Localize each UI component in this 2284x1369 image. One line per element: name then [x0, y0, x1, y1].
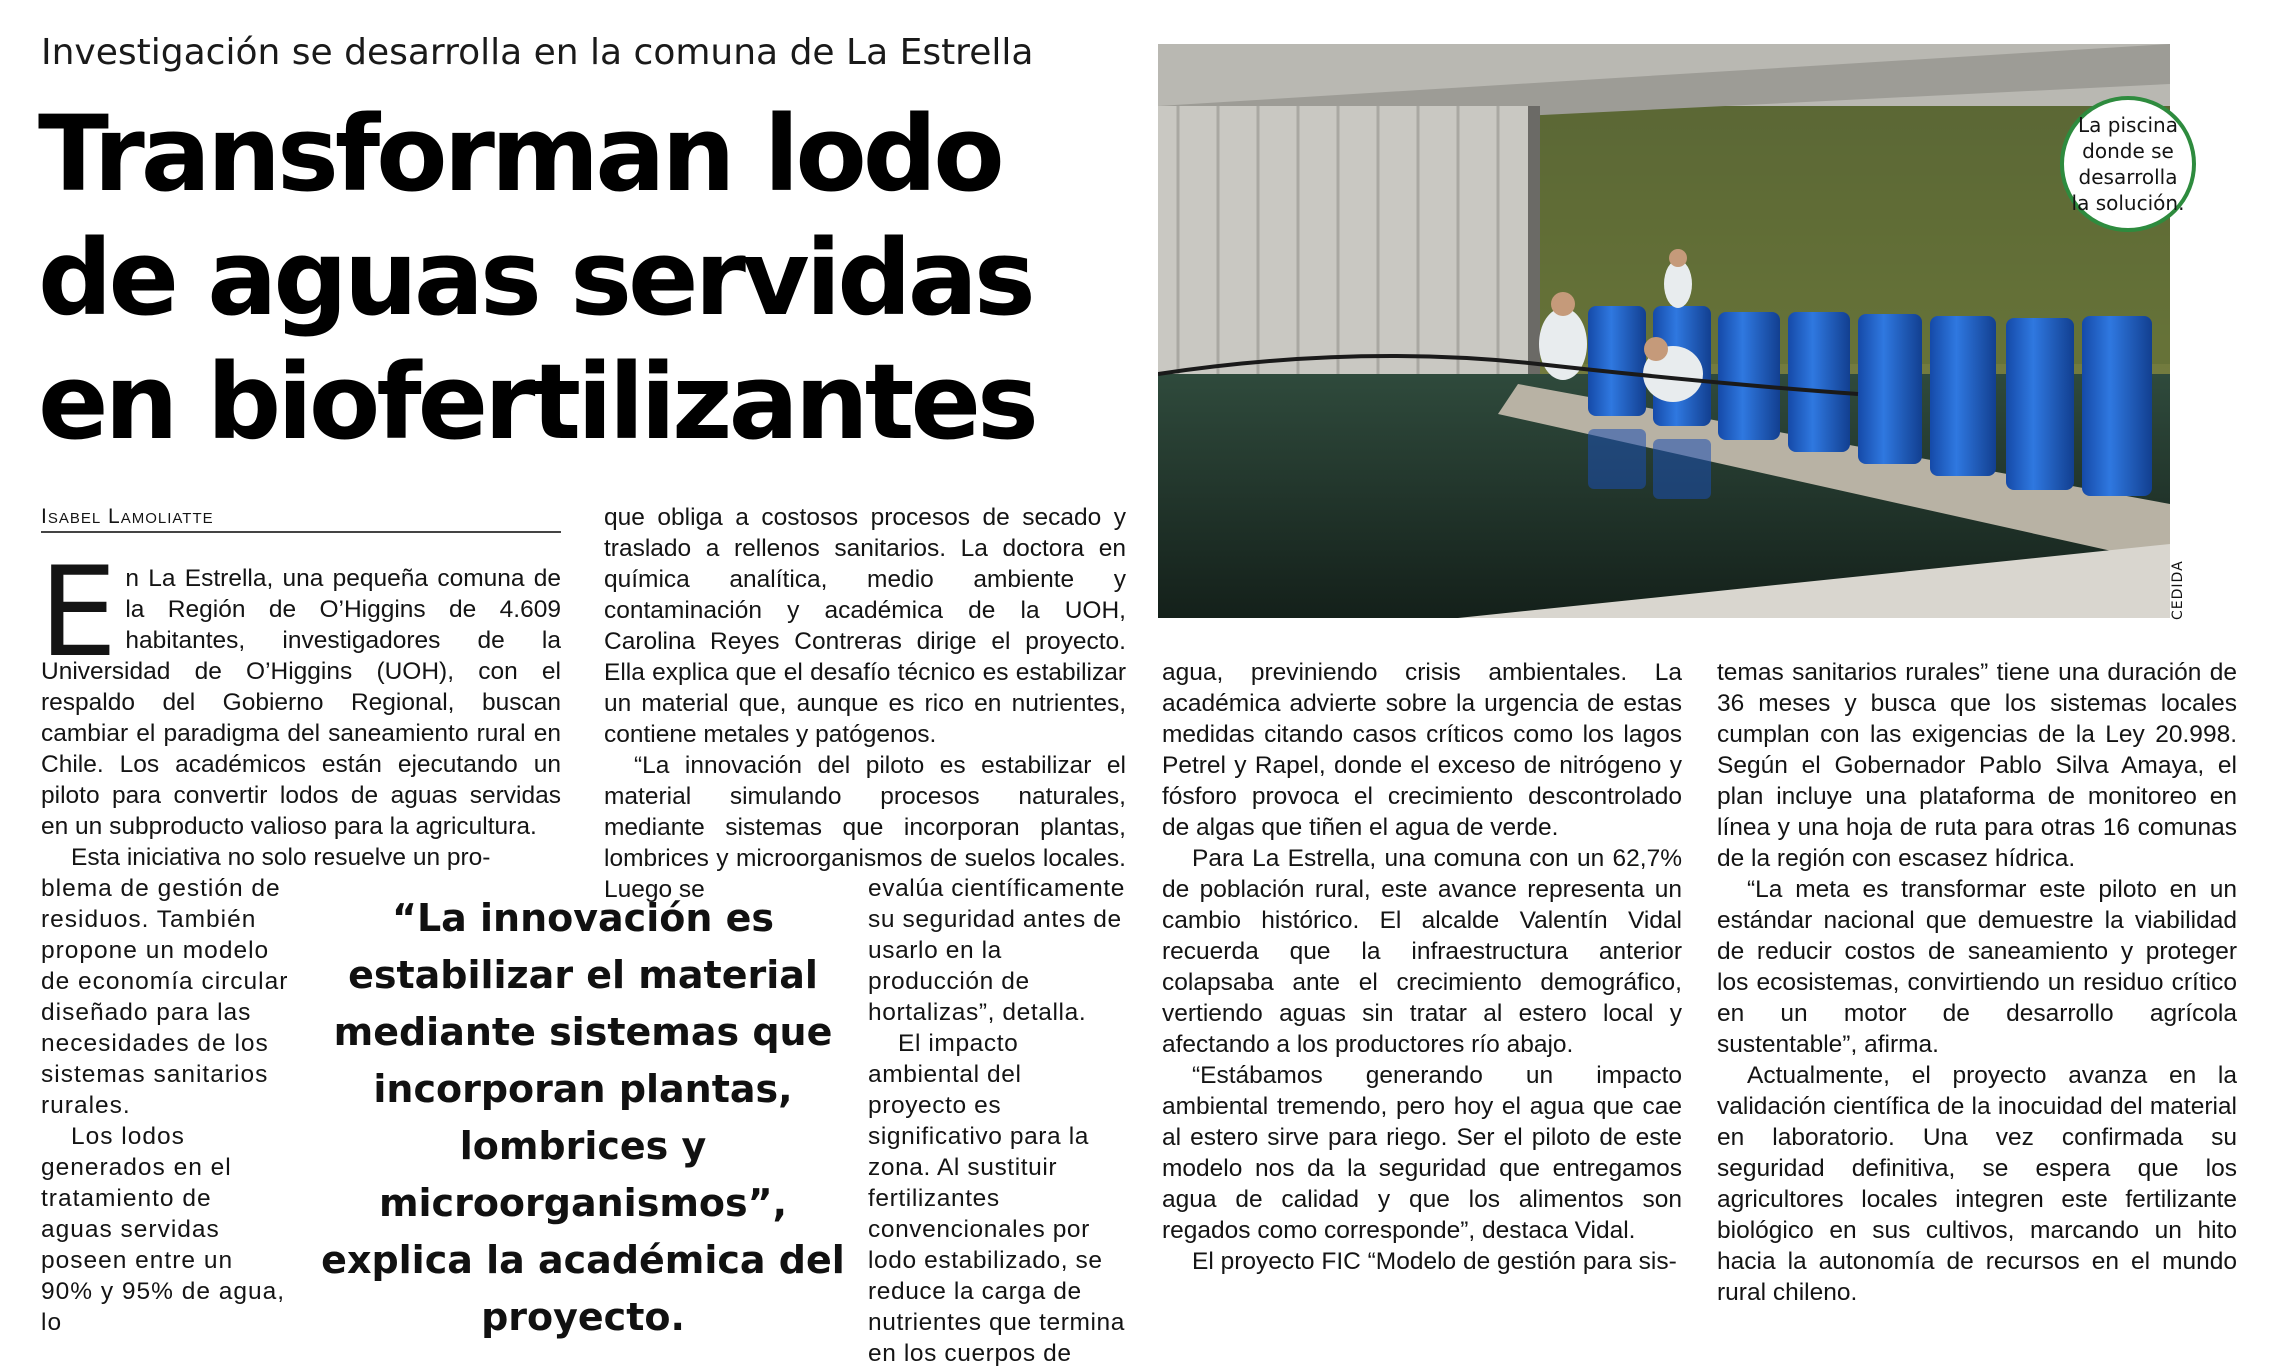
article-byline: Isabel Lamoliatte: [41, 505, 561, 533]
paragraph: n La Estrella, una pequeña comuna de la Región de O’Higgins de 4.609 habitantes, investigadores de la Universidad de O’Higgins (UOH), con el respaldo del Gobierno Regional, buscan cambiar el paradigma del saneamiento rural en Chile. Los académicos están ejecutando un piloto para convertir lodos de aguas servidas en un subproducto valioso para la agricultura.: [41, 565, 561, 840]
paragraph: que obliga a costosos procesos de secado y traslado a rellenos sanitarios. La doctora en química analítica, medio ambiente y contaminación y académica de la UOH, Carolina Reyes Contreras dirige el proyecto. Ella explica que el desafío técnico es estabilizar un material que, aunque es rico en nutrientes, contiene metales y patógenos.: [604, 504, 1126, 748]
paragraph: evalúa científicamente su seguridad antes de usarlo en la producción de hortalizas”, detalla.: [868, 875, 1125, 1026]
paragraph: Los lodos generados en el tratamiento de aguas servidas poseen entre un 90% y 95% de agua, lo: [41, 1123, 286, 1336]
text-column-4: [1717, 657, 2237, 1308]
photo-caption-bubble: [2060, 96, 2196, 232]
text-column-1-narrow: [41, 873, 291, 1338]
paragraph: “La meta es transformar este piloto en un estándar nacional que demuestre la viabilidad de reducir costos de saneamiento y proteger los ecosistemas, convirtiendo un residuo crítico en un motor de desarrollo agrícola sustentable”, afirma.: [1717, 876, 2237, 1058]
article-kicker: Investigación se desarrolla en la comuna de La Estrella: [41, 32, 1034, 73]
paragraph: blema de gestión de residuos. También propone un modelo de economía circular diseñado para las necesidades de los sistemas sanitarios rurales.: [41, 875, 289, 1119]
photo-credit: CEDIDA: [2170, 560, 2186, 620]
paragraph: “La innovación del piloto es estabilizar el material simulando procesos naturales, mediante sistemas que incorporan plantas, lombrices y microorganismos de suelos locales. Luego se: [604, 752, 1126, 903]
paragraph: Para La Estrella, una comuna con un 62,7% de población rural, este avance representa un cambio histórico. El alcalde Valentín Vidal recuerda que la infraestructura anterior colapsaba ante el crecimiento demográfico, vertiendo aguas sin tratar al estero local y afectando a los productores río abajo.: [1162, 845, 1682, 1058]
paragraph: El impacto ambiental del proyecto es significativo para la zona. Al sustituir fertilizantes convencionales por lodo estabilizado, se reduce la carga de nutrientes que termina en los cuerpos de: [868, 1030, 1125, 1367]
article-headline: Transforman lodo de aguas servidas en biofertilizantes: [38, 93, 1035, 463]
article-photo: [1158, 44, 2170, 618]
text-column-1: [39, 541, 561, 873]
drop-cap: E: [39, 541, 118, 685]
paragraph: agua, previniendo crisis ambientales. La académica advierte sobre la urgencia de estas medidas citando casos críticos como los lagos Petrel y Rapel, donde el exceso de nitrógeno y fósforo provoca el crecimiento descontrolado de algas que tiñen el agua de verde.: [1162, 659, 1682, 841]
pull-quote: “La innovación es estabilizar el material mediante sistemas que incorporan plantas, lombrices y microorganismos”, explica la académica del proyecto.: [321, 896, 845, 1339]
paragraph: Esta iniciativa no solo resuelve un pro-: [71, 844, 491, 871]
text-column-2-narrow: [868, 873, 1126, 1369]
text-column-3: [1162, 657, 1682, 1277]
paragraph: temas sanitarios rurales” tiene una duración de 36 meses y busca que los sistemas locales cumplan con las exigencias de la Ley 20.998. Según el Gobernador Pablo Silva Amaya, el plan incluye una plataforma de monitoreo en línea y una hoja de ruta para otras 16 comunas de la región con escasez hídrica.: [1717, 659, 2237, 872]
paragraph: Actualmente, el proyecto avanza en la validación científica de la inocuidad del material en laboratorio. Una vez confirmada su seguridad definitiva, se espera que los agricultores locales integren este fertilizante biológico en sus cultivos, marcando un hito hacia la autonomía de recursos en el mundo rural chileno.: [1717, 1062, 2237, 1306]
paragraph: El proyecto FIC “Modelo de gestión para sis-: [1192, 1248, 1677, 1275]
text-column-2: [604, 502, 1126, 905]
photo-caption: La piscina donde se desarrolla la solución.: [2071, 113, 2185, 215]
paragraph: “Estábamos generando un impacto ambiental tremendo, pero hoy el agua que cae al estero sirve para riego. Ser el piloto de este modelo nos da la seguridad que entregamos agua de calidad y que los alimentos son regados como corresponde”, destaca Vidal.: [1162, 1062, 1682, 1244]
